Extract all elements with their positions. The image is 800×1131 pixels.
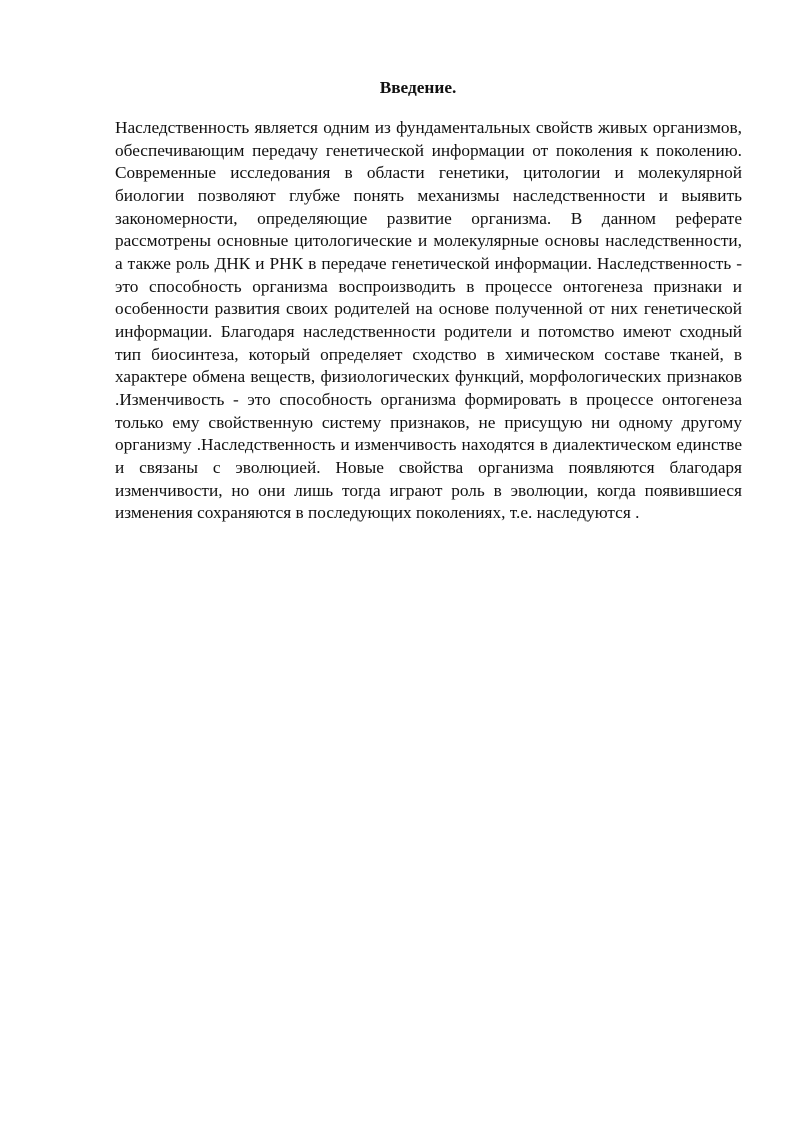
document-title: Введение.	[379, 78, 457, 97]
body-paragraph: Наследственность является одним из фундаментальных свойств живых организмов, обеспечивающим передачу генетической информации от поколения к поколению. Современные исследования в области генетики, цитологии и молекулярной биологии позволяют глубже понять механизмы наследственности и выявить закономерности, определяющие развитие организма. В данном реферате рассмотрены основные цитологические и молекулярные основы наследственности, а также роль ДНК и РНК в передаче генетической информации. Наследственность - это способность организма воспроизводить в процессе онтогенеза признаки и особенности развития своих родителей на основе полученной от них генетической информации. Благодаря наследственности родители и потомство имеют сходный тип биосинтеза, который определяет сходство в химическом составе тканей, в характере обмена веществ, физиологических функций, морфологических признаков .Изменчивость - это способность организма формировать в процессе онтогенеза только ему свойственную систему признаков, не присущую ни одному другому организму .Наследственность и изменчивость находятся в диалектическом единстве и связаны с эволюцией. Новые свойства организма появляются благодаря изменчивости, но они лишь тогда играют роль в эволюции, когда появившиеся изменения сохраняются в последующих поколениях, т.е. наследуются .	[115, 118, 742, 523]
